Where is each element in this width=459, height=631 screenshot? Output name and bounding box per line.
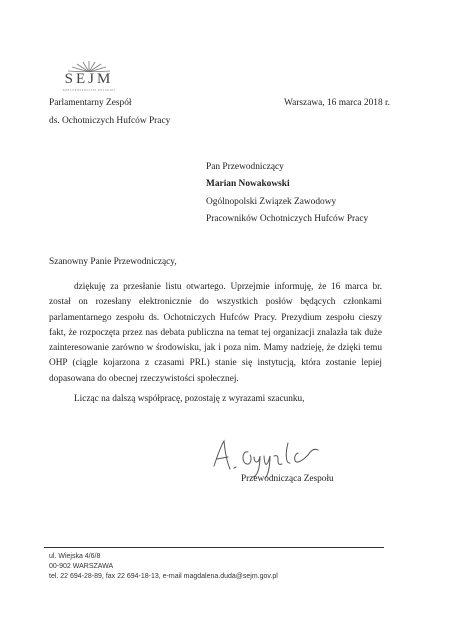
sejm-subtitle: RZECZPOSPOLITEJ POLSKIEJ — [62, 88, 116, 92]
footer-address-city: 00-902 WARSZAWA — [49, 563, 114, 571]
recipient-title: Pan Przewodniczący — [206, 162, 284, 172]
body-paragraph: dziękuję za przesłanie listu otwartego. Uprzejmie informuję, że 16 marca br. został on rozesłany elektronicznie do wszystkich posłów będących członkami parlamentarnego zespołu ds. Ochotniczych Hufców Pracy. Prezydium zespołu cieszy fakt, że rozpoczęta przez nas debata publiczna na temat tej organizacji znalazła tak duże zainteresowanie zarówno w środowisku, jak i poza nim. Mamy nadzieję, że dzięki temu OHP (ciągle kojarzona z czasami PRL) stanie się instytucją, która zostanie lepiej dopasowana do obecnej rzeczywistości społecznej. — [49, 282, 382, 384]
place-date: Warszawa, 16 marca 2018 r. — [284, 98, 390, 108]
footer-contact-line: tel. 22 694-28-89, fax 22 694-18-13, e-mail magdalena.duda@sejm.gov.pl — [49, 573, 278, 581]
recipient-name: Marian Nowakowski — [206, 179, 290, 189]
footer-divider — [44, 547, 384, 548]
footer-address-street: ul. Wiejska 4/6/8 — [49, 553, 101, 560]
recipient-org-line-2: Pracowników Ochotniczych Hufców Pracy — [206, 214, 369, 224]
footer-contact — [49, 552, 278, 583]
sejm-wordmark: SEJM — [64, 71, 114, 87]
sejm-logo — [58, 60, 120, 94]
letter-body — [49, 280, 382, 387]
signature-title: Przewodnicząca Zespołu — [241, 474, 334, 484]
sender-line-1: Parlamentarny Zespół — [49, 98, 132, 108]
recipient-org-line-1: Ogólnopolski Związek Zawodowy — [206, 197, 337, 207]
salutation: Szanowny Panie Przewodniczący, — [49, 257, 177, 267]
sender-line-2: ds. Ochotniczych Hufców Pracy — [49, 116, 171, 126]
closing-line: Licząc na dalszą współpracę, pozostaję z wyrazami szacunku, — [74, 394, 305, 404]
